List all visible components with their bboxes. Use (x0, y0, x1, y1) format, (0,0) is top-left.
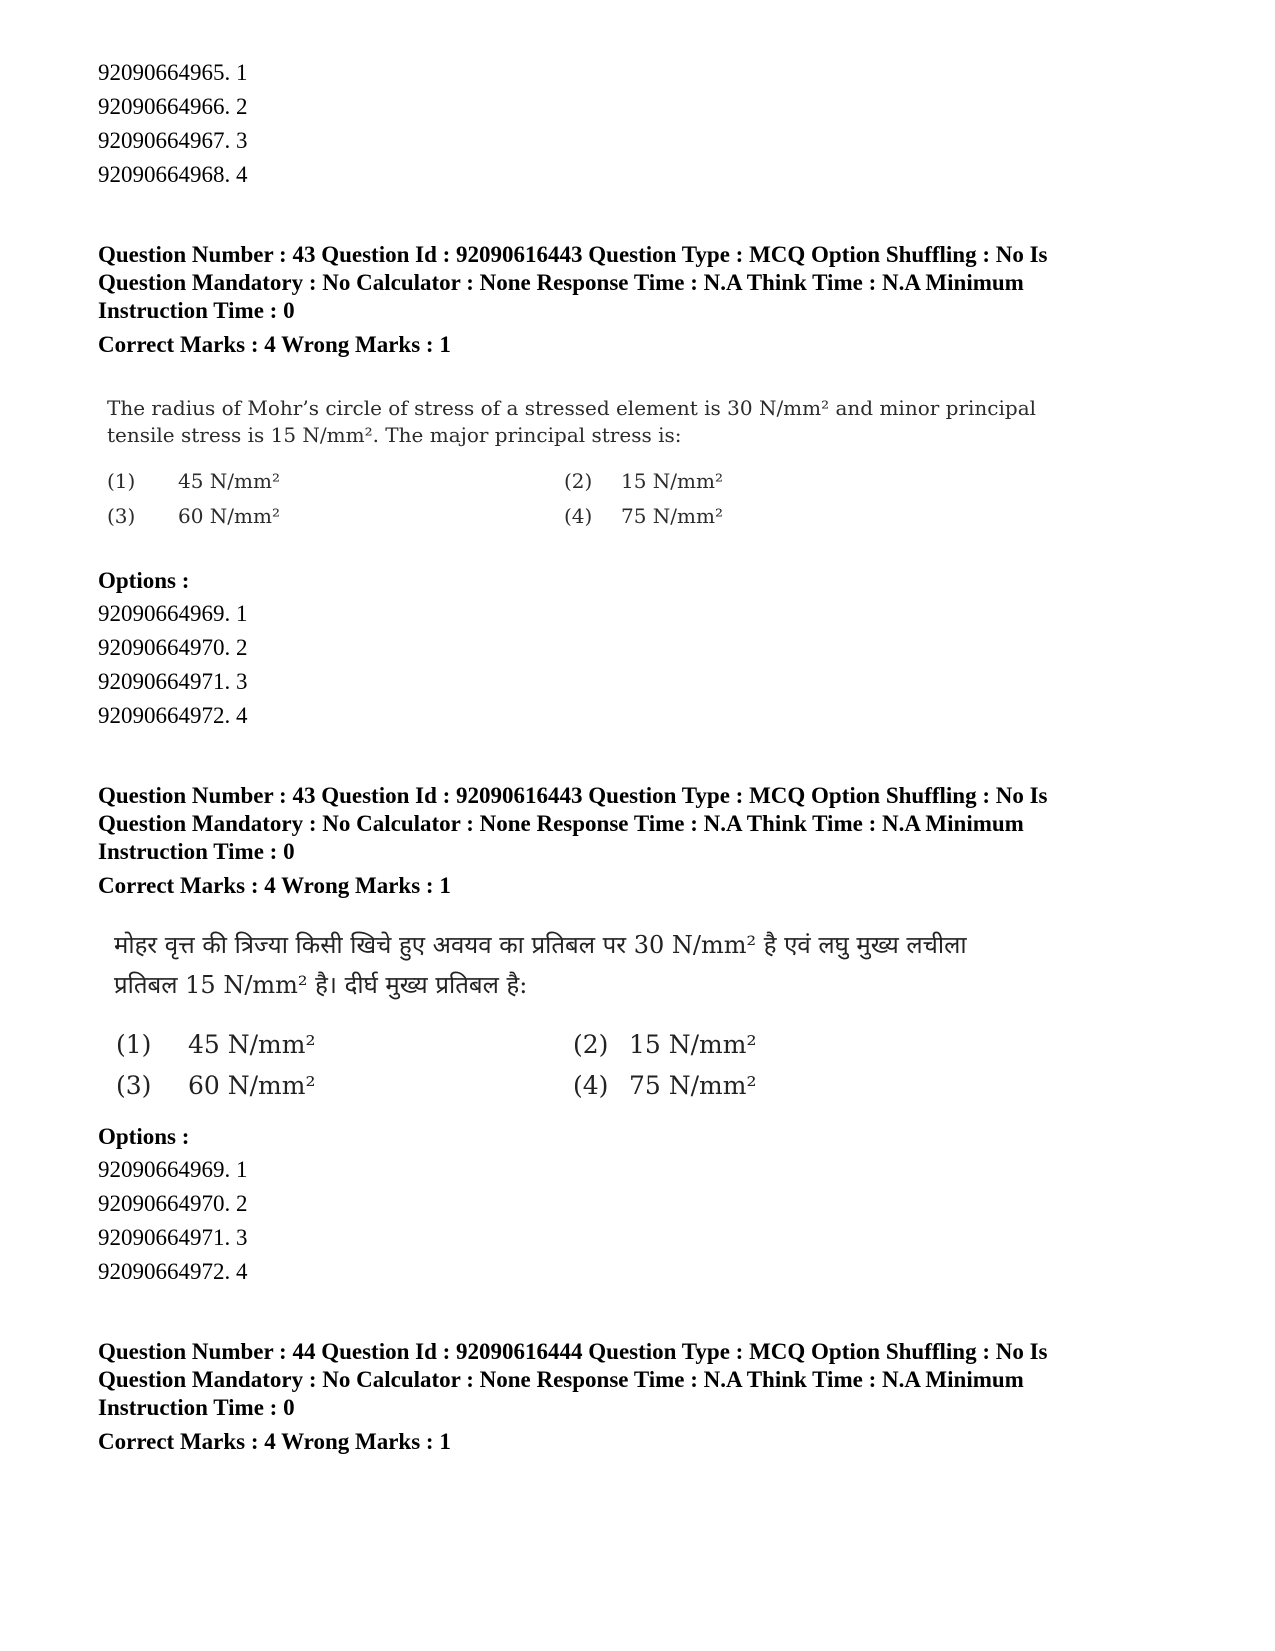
options-label: Options : (98, 568, 190, 593)
marks-line: Correct Marks : 4 Wrong Marks : 1 (98, 332, 451, 357)
marks-line: Correct Marks : 4 Wrong Marks : 1 (98, 873, 451, 898)
choice-number: (2) (564, 469, 593, 493)
question-image-hindi (98, 920, 1078, 1105)
option-line: 92090664971. 3 (98, 1225, 248, 1250)
choice-text: 15 N/mm² (629, 1030, 757, 1059)
option-line: 92090664969. 1 (98, 601, 248, 626)
question-header-line: Question Mandatory : No Calculator : None Response Time : N.A Think Time : N.A Minimum (98, 270, 1024, 295)
question-header-line: Question Number : 44 Question Id : 92090616444 Question Type : MCQ Option Shuffling : No Is (98, 1339, 1048, 1364)
choice-text: 45 N/mm² (188, 1030, 316, 1059)
question-text-line: मोहर वृत्त की त्रिज्या किसी खिचे हुए अवयव का प्रतिबल पर 30 N/mm² है एवं लघु मुख्य लचीला (114, 931, 967, 959)
choice-number: (2) (573, 1030, 609, 1059)
choice-number: (4) (564, 504, 593, 528)
question-header-line: Question Number : 43 Question Id : 92090616443 Question Type : MCQ Option Shuffling : No Is (98, 783, 1048, 808)
choice-number: (3) (107, 504, 136, 528)
option-line: 92090664971. 3 (98, 669, 248, 694)
option-line: 92090664970. 2 (98, 635, 248, 660)
choice-number: (4) (573, 1071, 609, 1100)
option-line: 92090664970. 2 (98, 1191, 248, 1216)
question-header-line: Instruction Time : 0 (98, 839, 295, 864)
question-header-line: Instruction Time : 0 (98, 1395, 295, 1420)
option-line: 92090664969. 1 (98, 1157, 248, 1182)
question-text-line: प्रतिबल 15 N/mm² है। दीर्घ मुख्य प्रतिबल है: (114, 971, 528, 999)
question-header-line: Question Mandatory : No Calculator : None Response Time : N.A Think Time : N.A Minimum (98, 1367, 1024, 1392)
question-header-line: Instruction Time : 0 (98, 298, 295, 323)
choice-text: 15 N/mm² (621, 469, 723, 493)
option-line: 92090664972. 4 (98, 703, 248, 728)
question-text-line: tensile stress is 15 N/mm². The major principal stress is: (107, 423, 682, 447)
question-header-line: Question Mandatory : No Calculator : None Response Time : N.A Think Time : N.A Minimum (98, 811, 1024, 836)
marks-line: Correct Marks : 4 Wrong Marks : 1 (98, 1429, 451, 1454)
choice-number: (1) (116, 1030, 152, 1059)
choice-number: (3) (116, 1071, 152, 1100)
choice-text: 45 N/mm² (178, 469, 280, 493)
choice-text: 75 N/mm² (621, 504, 723, 528)
choice-text: 75 N/mm² (629, 1071, 757, 1100)
choice-number: (1) (107, 469, 136, 493)
question-header-line: Question Number : 43 Question Id : 92090616443 Question Type : MCQ Option Shuffling : No Is (98, 242, 1048, 267)
choice-text: 60 N/mm² (178, 504, 280, 528)
option-line: 92090664966. 2 (98, 94, 248, 119)
options-label: Options : (98, 1124, 190, 1149)
question-text-line: The radius of Mohr’s circle of stress of a stressed element is 30 N/mm² and minor principal (107, 396, 1037, 420)
choice-text: 60 N/mm² (188, 1071, 316, 1100)
option-line: 92090664968. 4 (98, 162, 248, 187)
option-line: 92090664967. 3 (98, 128, 248, 153)
option-line: 92090664965. 1 (98, 60, 248, 85)
question-image-english (98, 390, 1058, 530)
option-line: 92090664972. 4 (98, 1259, 248, 1284)
